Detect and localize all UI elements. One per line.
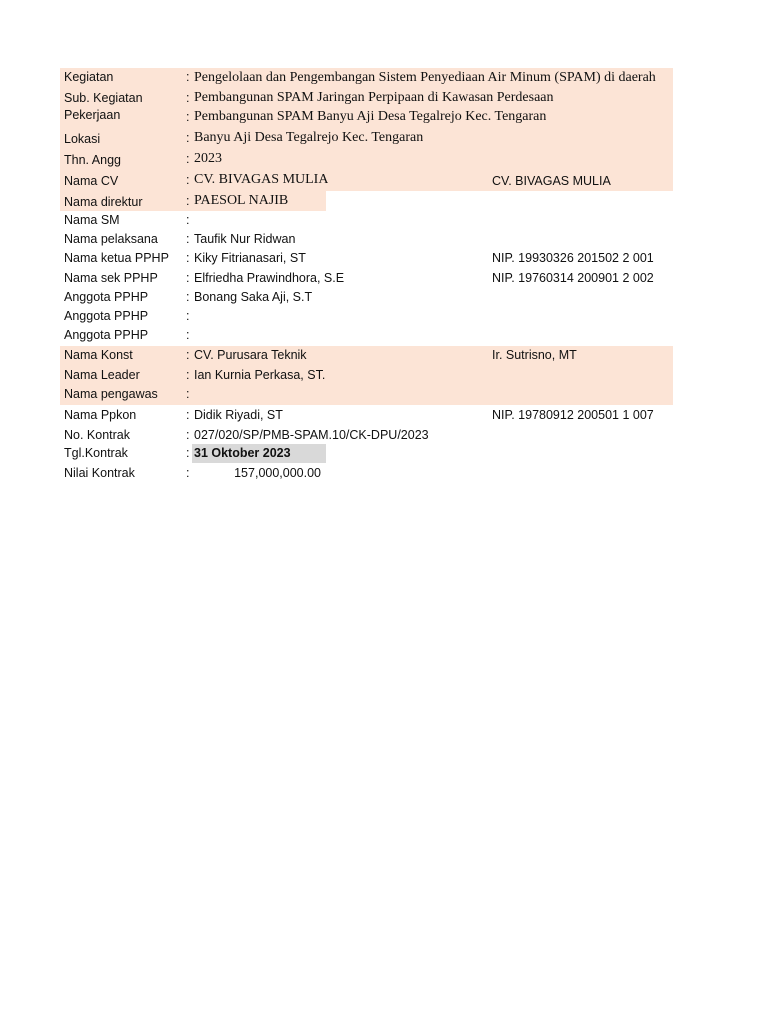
value-pekerjaan: Pembangunan SPAM Banyu Aji Desa Tegalrejo Kec. Tengaran bbox=[194, 109, 547, 124]
colon: : bbox=[186, 194, 190, 208]
row-nama-direktur bbox=[60, 191, 673, 211]
value-nama-sek-pphp: Elfriedha Prawindhora, S.E bbox=[194, 271, 345, 285]
label-no-kontrak: No. Kontrak bbox=[64, 428, 131, 442]
contract-info-sheet bbox=[60, 68, 673, 483]
colon: : bbox=[186, 271, 190, 285]
row-no-kontrak bbox=[60, 425, 673, 444]
label-thn-angg: Thn. Angg bbox=[64, 153, 121, 167]
row-nama-pengawas bbox=[60, 385, 673, 405]
extra-nama-ppkon: NIP. 19780912 200501 1 007 bbox=[492, 408, 654, 422]
value-nama-ppkon: Didik Riyadi, ST bbox=[194, 408, 283, 422]
colon: : bbox=[186, 446, 190, 460]
row-nama-konst bbox=[60, 346, 673, 366]
row-nama-cv bbox=[60, 170, 673, 191]
row-sub-kegiatan bbox=[60, 88, 673, 108]
colon: : bbox=[186, 213, 190, 227]
colon: : bbox=[186, 232, 190, 246]
value-tgl-kontrak: 31 Oktober 2023 bbox=[194, 446, 291, 460]
colon: : bbox=[186, 290, 190, 304]
label-anggota-pphp: Anggota PPHP bbox=[64, 309, 149, 323]
extra-nama-cv: CV. BIVAGAS MULIA bbox=[492, 174, 611, 188]
label-anggota-pphp: Anggota PPHP bbox=[64, 290, 149, 304]
colon: : bbox=[186, 91, 190, 105]
value-sub-kegiatan: Pembangunan SPAM Jaringan Perpipaan di Kawasan Perdesaan bbox=[194, 90, 554, 105]
colon: : bbox=[186, 466, 190, 480]
colon: : bbox=[186, 408, 190, 422]
colon: : bbox=[186, 368, 190, 382]
extra-nama-ketua-pphp: NIP. 19930326 201502 2 001 bbox=[492, 251, 654, 265]
label-nama-pengawas: Nama pengawas bbox=[64, 387, 158, 401]
value-no-kontrak: 027/020/SP/PMB-SPAM.10/CK-DPU/2023 bbox=[194, 428, 429, 442]
row-anggota-pphp-3 bbox=[60, 326, 673, 346]
value-kegiatan: Pengelolaan dan Pengembangan Sistem Penyediaan Air Minum (SPAM) di daerah bbox=[194, 70, 656, 85]
value-nama-konst: CV. Purusara Teknik bbox=[194, 348, 307, 362]
colon: : bbox=[186, 328, 190, 342]
extra-nama-konst: Ir. Sutrisno, MT bbox=[492, 348, 577, 362]
label-tgl-kontrak: Tgl.Kontrak bbox=[64, 446, 128, 460]
value-nama-cv: CV. BIVAGAS MULIA bbox=[194, 172, 329, 187]
label-nama-ketua-pphp: Nama ketua PPHP bbox=[64, 251, 169, 265]
row-nilai-kontrak bbox=[60, 463, 673, 483]
row-anggota-pphp-1 bbox=[60, 288, 673, 307]
row-nama-ppkon bbox=[60, 405, 673, 425]
label-nilai-kontrak: Nilai Kontrak bbox=[64, 466, 135, 480]
label-nama-direktur: Nama direktur bbox=[64, 195, 143, 209]
label-nama-konst: Nama Konst bbox=[64, 348, 133, 362]
value-nilai-kontrak: 157,000,000.00 bbox=[234, 466, 321, 480]
row-thn-angg bbox=[60, 149, 673, 170]
row-kegiatan bbox=[60, 68, 673, 88]
label-nama-sek-pphp: Nama sek PPHP bbox=[64, 271, 158, 285]
label-anggota-pphp: Anggota PPHP bbox=[64, 328, 149, 342]
label-nama-ppkon: Nama Ppkon bbox=[64, 408, 137, 422]
value-nama-direktur: PAESOL NAJIB bbox=[194, 193, 289, 208]
label-lokasi: Lokasi bbox=[64, 132, 101, 146]
row-pekerjaan bbox=[60, 108, 673, 128]
extra-nama-sek-pphp: NIP. 19760314 200901 2 002 bbox=[492, 271, 654, 285]
label-kegiatan: Kegiatan bbox=[64, 70, 114, 84]
label-pekerjaan: Pekerjaan bbox=[64, 108, 121, 122]
row-lokasi bbox=[60, 128, 673, 149]
colon: : bbox=[186, 428, 190, 442]
row-tgl-kontrak bbox=[60, 444, 673, 463]
colon: : bbox=[186, 70, 190, 84]
colon: : bbox=[186, 309, 190, 323]
value-anggota-pphp-1: Bonang Saka Aji, S.T bbox=[194, 290, 313, 304]
colon: : bbox=[186, 110, 190, 124]
label-nama-leader: Nama Leader bbox=[64, 368, 140, 382]
value-lokasi: Banyu Aji Desa Tegalrejo Kec. Tengaran bbox=[194, 130, 424, 145]
row-nama-sek-pphp bbox=[60, 269, 673, 288]
row-nama-leader bbox=[60, 366, 673, 385]
colon: : bbox=[186, 251, 190, 265]
row-anggota-pphp-2 bbox=[60, 307, 673, 326]
colon: : bbox=[186, 387, 190, 401]
colon: : bbox=[186, 348, 190, 362]
value-nama-pelaksana: Taufik Nur Ridwan bbox=[194, 232, 296, 246]
row-nama-sm bbox=[60, 211, 673, 230]
value-nama-leader: Ian Kurnia Perkasa, ST. bbox=[194, 368, 326, 382]
colon: : bbox=[186, 173, 190, 187]
label-nama-pelaksana: Nama pelaksana bbox=[64, 232, 158, 246]
label-nama-sm: Nama SM bbox=[64, 213, 120, 227]
colon: : bbox=[186, 152, 190, 166]
label-sub-kegiatan: Sub. Kegiatan bbox=[64, 91, 143, 105]
label-nama-cv: Nama CV bbox=[64, 174, 119, 188]
row-nama-ketua-pphp bbox=[60, 249, 673, 269]
value-thn-angg: 2023 bbox=[194, 151, 222, 166]
colon: : bbox=[186, 131, 190, 145]
value-nama-ketua-pphp: Kiky Fitrianasari, ST bbox=[194, 251, 306, 265]
row-nama-pelaksana bbox=[60, 230, 673, 249]
